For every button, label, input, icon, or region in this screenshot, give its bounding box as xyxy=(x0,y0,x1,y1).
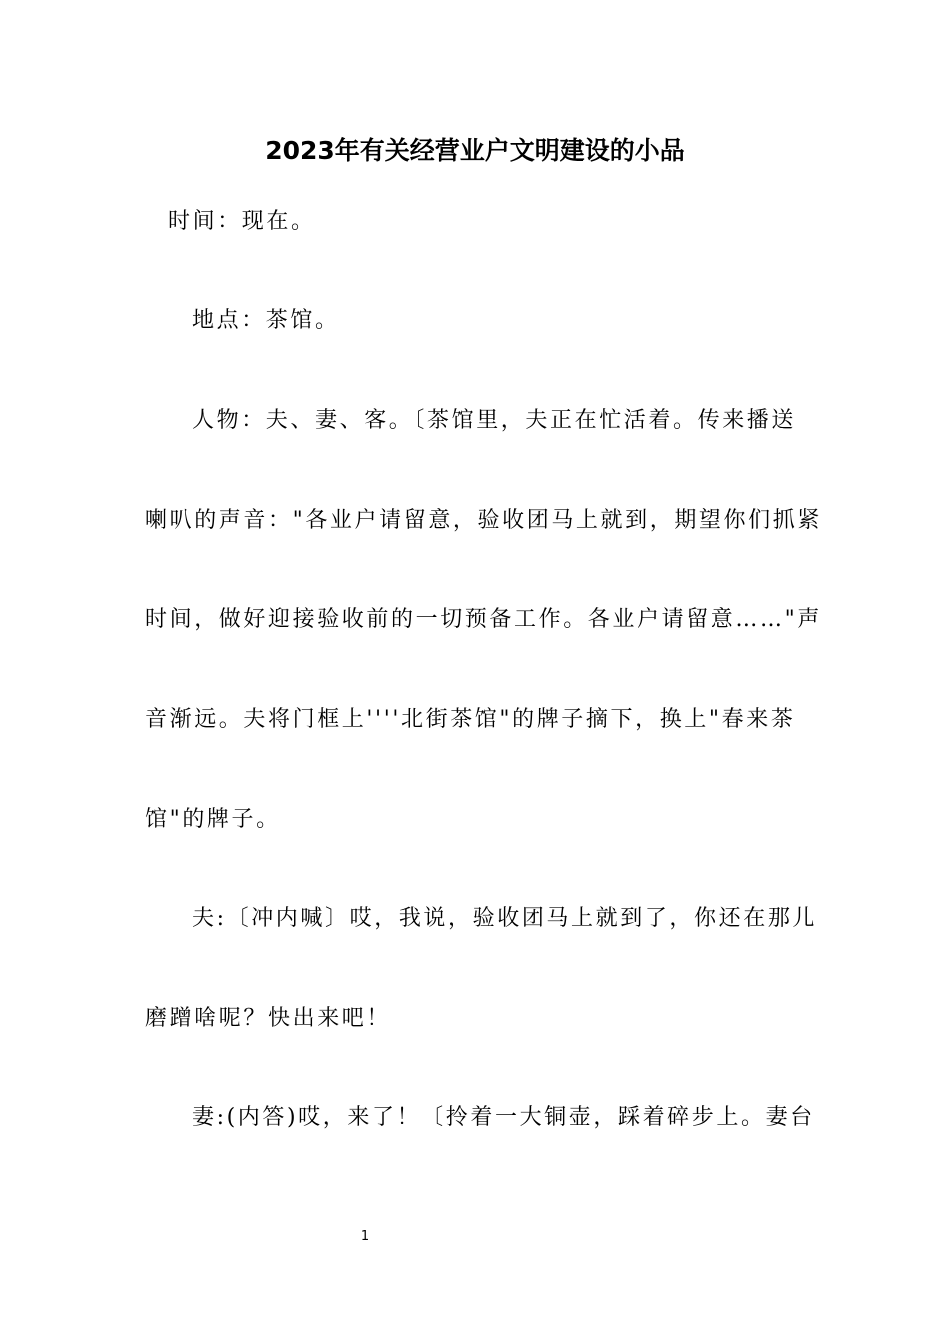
text-line: 馆"的牌子。 xyxy=(145,807,281,832)
page-number: 1 xyxy=(360,1229,370,1244)
text-line-wife: 妻:(内答)哎，来了！〔拎着一大铜壶，踩着碎步上。妻台 xyxy=(192,1105,815,1130)
text-line-place: 地点：茶馆。 xyxy=(192,308,340,333)
text-line-husband: 夫:〔冲内喊〕哎，我说，验收团马上就到了，你还在那儿 xyxy=(192,906,818,931)
text-line-characters: 人物：夫、妻、客。〔茶馆里，夫正在忙活着。传来播送 xyxy=(192,408,797,433)
text-line: 喇叭的声音："各业户请留意，验收团马上就到，期望你们抓紧 xyxy=(145,508,822,533)
text-line: 音渐远。夫将门框上''''北街茶馆"的牌子摘下，换上"春来茶 xyxy=(145,707,796,732)
text-line: 磨蹭啥呢？快出来吧！ xyxy=(145,1006,392,1031)
document-title: 2023年有关经营业户文明建设的小品 xyxy=(265,136,685,165)
text-line-time: 时间：现在。 xyxy=(168,209,316,234)
text-line: 时间，做好迎接验收前的一切预备工作。各业户请留意……"声 xyxy=(145,607,822,632)
